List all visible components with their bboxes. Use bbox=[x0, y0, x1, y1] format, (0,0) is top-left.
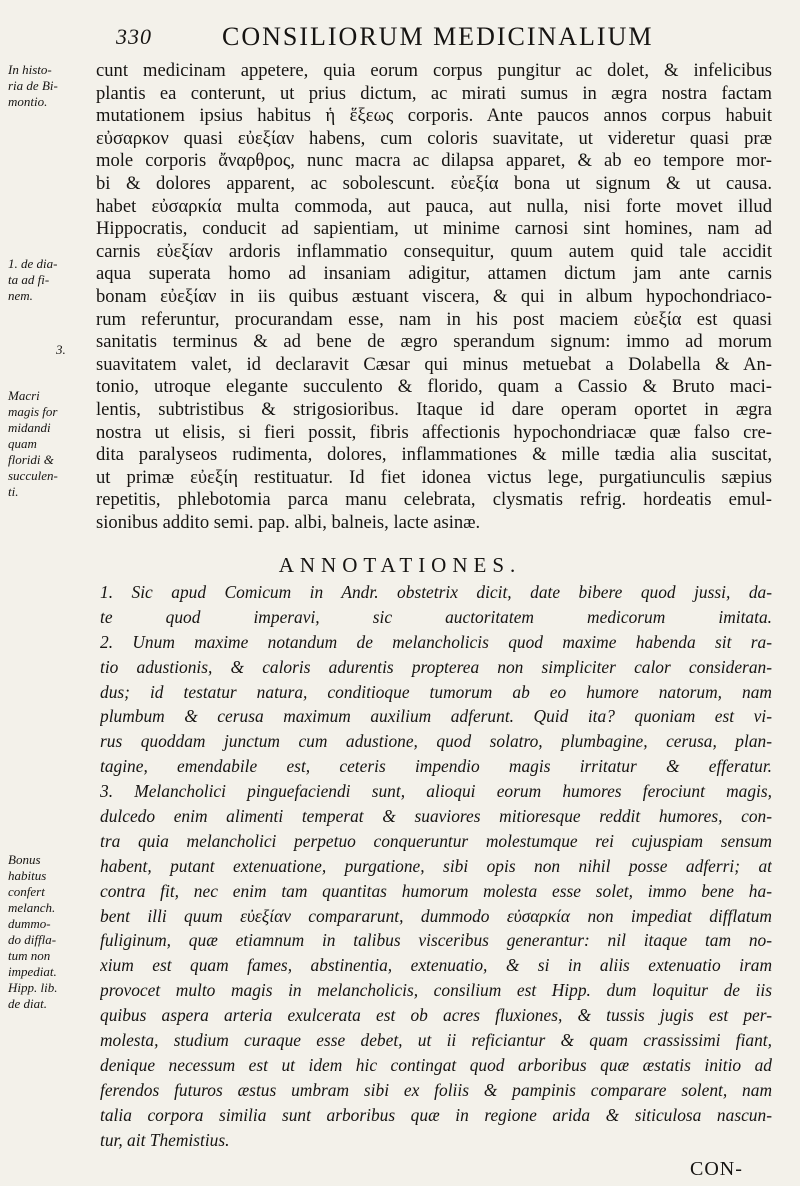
annotation-line: fuliginum, quæ etiamnum in talibus visceribus generantur: nil itaque tam no- bbox=[100, 930, 772, 951]
text-line: εὐσαρκον quasi εὐεξίαν habens, cum coloris suavitate, ut videretur quasi præ bbox=[96, 127, 772, 149]
page-number: 330 bbox=[116, 24, 152, 49]
text-line: suavitatem valet, id declaravit Cæsar qui minus metuebat a Dolabella & An- bbox=[96, 353, 772, 375]
annotation-line: 3. Melancholici pinguefaciendi sunt, alioqui eorum humores ferociunt magis, bbox=[100, 781, 772, 802]
annotation-line: tur, ait Themistius. bbox=[100, 1129, 230, 1150]
annotation-line: contra fit, nec enim tam quantitas humorum molesta esse solet, immo bene ha- bbox=[100, 880, 772, 901]
annotation-line: plumbum & cerusa maximum auxilium adferunt. Quid ita? quoniam est vi- bbox=[100, 706, 772, 727]
annotation-line: ferendos futuros æstus umbram sibi ex foliis & pampinis comparare solent, nam bbox=[100, 1079, 772, 1100]
main-text bbox=[96, 60, 772, 534]
annotation-line: denique necessum est ut idem hic contingat quod arboribus quæ æstatis initio ad bbox=[100, 1054, 772, 1075]
margin-note-lean: Macri magis for midandi quam floridi & succulen- ti. bbox=[8, 388, 58, 499]
text-line: habet εὐσαρκία multa commoda, aut pauca, aut nulla, nisi forte movet illud bbox=[96, 195, 772, 217]
text-line: rum referuntur, procurandam esse, nam in his post maciem εὐεξία est quasi bbox=[96, 308, 772, 330]
text-line: dita paralyseos rudimenta, dolores, inflammationes & mille tædia alia suscitat, bbox=[96, 444, 772, 466]
text-line: mole corporis ἄναρθρος, nunc macra ac dilapsa apparet, & ab eo tempore mor- bbox=[96, 150, 772, 172]
text-line: tonio, utroque elegante succulento & florido, quam a Cassio & Bruto maci- bbox=[96, 376, 772, 398]
text-line: nostra ut elisis, si fieri possit, fibris affectionis hypochondriacæ quæ falso cre- bbox=[96, 421, 772, 443]
text-line: Hippocratis, conducit ad sapientiam, ut minime carnosi sint homines, nam ad bbox=[96, 218, 772, 240]
text-line: mutationem ipsius habitus ἡ ἕξεως corporis. Ante paucos annos corpus habuit bbox=[96, 105, 772, 127]
catchword: CON- bbox=[690, 1158, 743, 1180]
text-line: lentis, subtristibus & strigosioribus. Itaque id dare operam oportet in ægra bbox=[96, 398, 772, 420]
annotation-line: molesta, studium curaque esse debet, ut ii reficiantur & quam crassissimi fiant, bbox=[100, 1030, 772, 1051]
text-line: bonam εὐεξίαν in iis quibus æstuant viscera, & qui in album hypochondriaco- bbox=[96, 285, 772, 307]
running-title: CONSILIORUM MEDICINALIUM bbox=[222, 22, 654, 51]
annotation-line: rus quoddam junctum cum adustione, quod solatro, plumbagine, cerusa, plan- bbox=[100, 731, 772, 752]
annotations-heading: ANNOTATIONES. bbox=[278, 553, 522, 577]
page-header bbox=[0, 18, 800, 52]
text-line: sanitatis terminus & ad bene de ægro sperandum signum: immo ad morum bbox=[96, 331, 772, 353]
annotation-line: provocet multo magis in melancholicis, consilium est Hipp. dum loquitur de iis bbox=[100, 980, 772, 1001]
annotation-line: xium est quam fames, abstinentia, extenuatio, & si in aliis extenuatio iram bbox=[100, 955, 772, 976]
margin-note-number: 3. bbox=[56, 342, 66, 357]
text-line: carnis εὐεξίαν ardoris inflammatio consequitur, quum autem quid tale accidit bbox=[96, 240, 772, 262]
text-line: repetitis, phlebotomia parca manu celebrata, clysmatis refrig. hordeatis emul- bbox=[96, 489, 772, 511]
annotation-line: habent, putant extenuatione, purgatione, sibi opis non nihil posse adferri; at bbox=[100, 855, 772, 876]
margin-note-history: In histo- ria de Bi- montio. bbox=[8, 62, 58, 109]
annotations bbox=[100, 580, 772, 1152]
annotation-line: dus; id testatur natura, conditioque tumorum ab eo humore natorum, nam bbox=[100, 681, 772, 702]
margin-note-good-habit: Bonus habitus confert melanch. dummo- do diffla- tum non impediat. Hipp. lib. de diat. bbox=[8, 852, 58, 1011]
margin-note-diet: 1. de dia- ta ad fi- nem. bbox=[8, 256, 58, 303]
text-line: aqua superata homo ad insaniam adigitur, attamen dictum jam ante carnis bbox=[96, 263, 772, 285]
annotation-line: tio adustionis, & caloris adurentis propterea non simpliciter calor consideran- bbox=[100, 656, 772, 677]
annotation-line: te quod imperavi, sic auctoritatem medicorum imitata. bbox=[100, 606, 772, 627]
annotation-line: tagine, emendabile est, ceteris impendio magis irritatur & efferatur. bbox=[100, 756, 772, 777]
annotation-line: 2. Unum maxime notandum de melancholicis quod maxime habenda sit ra- bbox=[100, 631, 772, 652]
margin-notes bbox=[0, 0, 100, 1186]
annotation-line: quibus aspera arteria exulcerata est ob acres fluxiones, & tussis jugis est per- bbox=[100, 1005, 772, 1026]
annotation-line: talia corpora similia sunt arboribus quæ in regione arida & siticulosa nascun- bbox=[100, 1104, 772, 1125]
annotation-line: bent illi quum εὐεξίαν compararunt, dummodo εὐσαρκία non impediat difflatum bbox=[100, 905, 772, 926]
text-line: sionibus addito semi. pap. albi, balneis, lacte asinæ. bbox=[96, 511, 481, 533]
text-line: bi & dolores apparent, ac sobolescunt. εὐεξία bona ut signum & ut causa. bbox=[96, 172, 772, 194]
annotation-line: dulcedo enim alimenti temperat & suaviores mitioresque reddit humores, con- bbox=[100, 806, 772, 827]
text-line: plantis ea conterunt, ut prius dictum, ac mirati sumus in ægra nostra factam bbox=[96, 82, 772, 104]
annotation-line: tra quia melancholici perpetuo conqueruntur molestumque rei cujuspiam sensum bbox=[100, 830, 772, 851]
text-line: cunt medicinam appetere, quia eorum corpus pungitur ac dolet, & infelicibus bbox=[96, 60, 772, 81]
annotation-line: 1. Sic apud Comicum in Andr. obstetrix dicit, date bibere quod jussi, da- bbox=[100, 582, 772, 602]
text-line: ut primæ εὐεξίη restituatur. Id fiet idonea victus lege, purgatiunculis sæpius bbox=[96, 466, 772, 488]
